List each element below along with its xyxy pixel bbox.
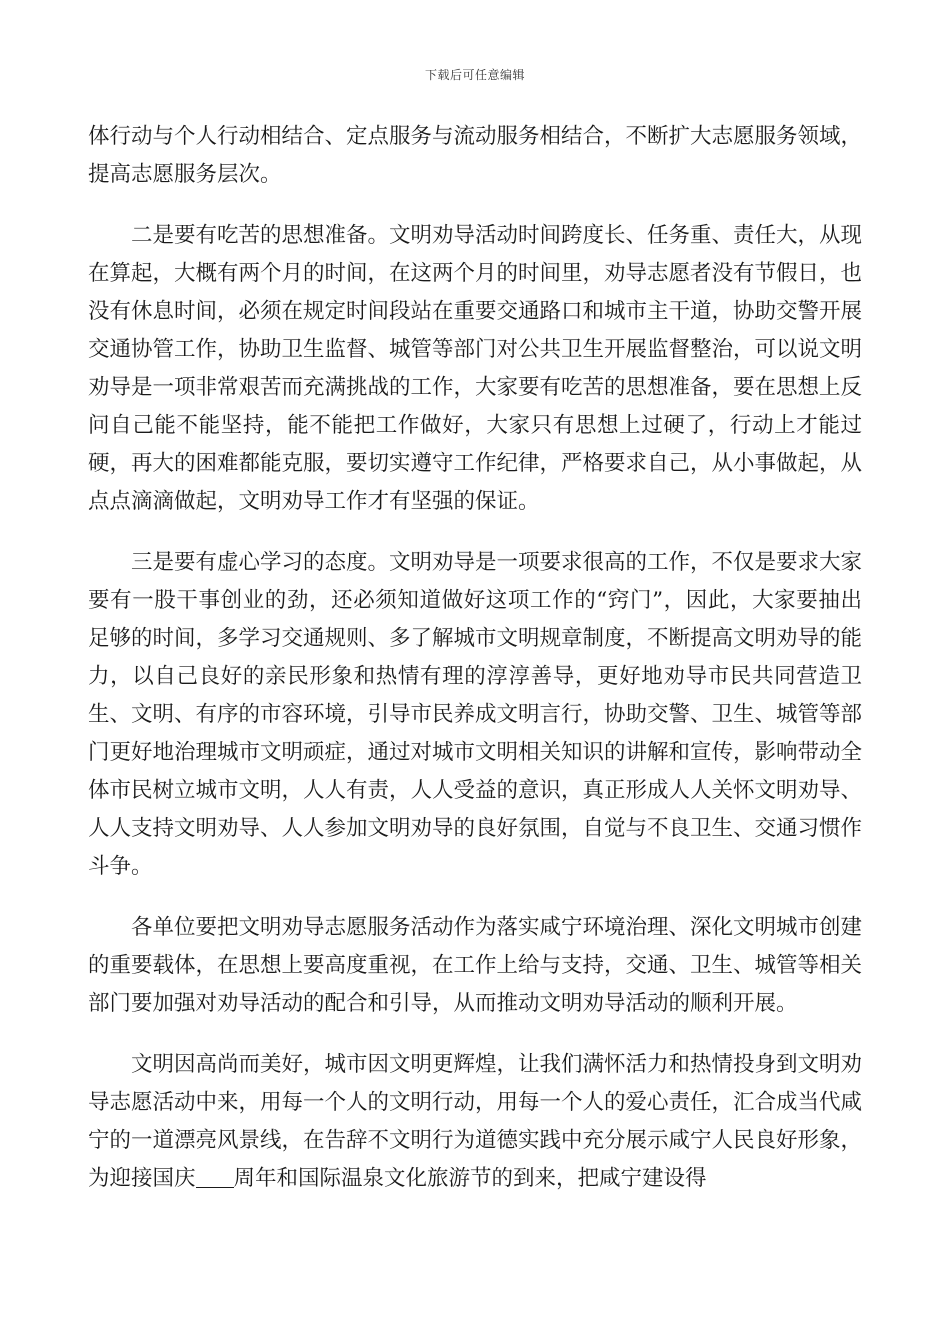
paragraph-5-text-start: 文明因高尚而美好，城市因文明更辉煌，让我们满怀活力和热情投身到文明劝导志愿活动中来，用每一个人的文明行动，用每一个人的爱心责任，汇合成当代咸宁的一道漂亮风景线，在告辞不文明行为道德实践中充分展示咸宁人民良好形象，为迎接国庆 <box>88 1052 863 1191</box>
document-body <box>88 118 862 1221</box>
paragraph-3: 三是要有虚心学习的态度。文明劝导是一项要求很高的工作，不仅是要求大家要有一股干事创业的劲，还必须知道做好这项工作的“窍门”，因此，大家要抽出足够的时间，多学习交通规则、多了解城市文明规章制度，不断提高文明劝导的能力，以自己良好的亲民形象和热情有理的淳淳善导，更好地劝导市民共同营造卫生、文明、有序的市容环境，引导市民养成文明言行，协助交警、卫生、城管等部门更好地治理城市文明顽症，通过对城市文明相关知识的讲解和宣传，影响带动全体市民树立城市文明，人人有责，人人受益的意识，真正形成人人关怀文明劝导、人人支持文明劝导、人人参加文明劝导的良好氛围，自觉与不良卫生、交通习惯作斗争。 <box>88 550 863 879</box>
paragraph-2: 二是要有吃苦的思想准备。文明劝导活动时间跨度长、任务重、责任大，从现在算起，大概有两个月的时间，在这两个月的时间里，劝导志愿者没有节假日，也没有休息时间，必须在规定时间段站在重要交通路口和城市主干道，协助交警开展交通协管工作，协助卫生监督、城管等部门对公共卫生开展监督整治，可以说文明劝导是一项非常艰苦而充满挑战的工作，大家要有吃苦的思想准备，要在思想上反问自己能不能坚持，能不能把工作做好，大家只有思想上过硬了，行动上才能过硬，再大的困难都能克服，要切实遵守工作纪律，严格要求自己，从小事做起，从点点滴滴做起，文明劝导工作才有坚强的保证。 <box>88 223 863 514</box>
paragraph-5-text-end: 周年和国际温泉文化旅游节的到来，把咸宁建设得 <box>233 1166 707 1191</box>
page-header: 下载后可任意编辑 <box>424 68 525 82</box>
fill-in-blank <box>196 1166 234 1189</box>
paragraph-5 <box>88 1046 862 1198</box>
paragraph-4: 各单位要把文明劝导志愿服务活动作为落实咸宁环境治理、深化文明城市创建的重要载体，在思想上要高度重视，在工作上给与支持，交通、卫生、城管等相关部门要加强对劝导活动的配合和引导，从而推动文明劝导活动的顺利开展。 <box>88 915 863 1016</box>
paragraph-1: 体行动与个人行动相结合、定点服务与流动服务相结合，不断扩大志愿服务领域，提高志愿服务层次。 <box>88 124 863 187</box>
